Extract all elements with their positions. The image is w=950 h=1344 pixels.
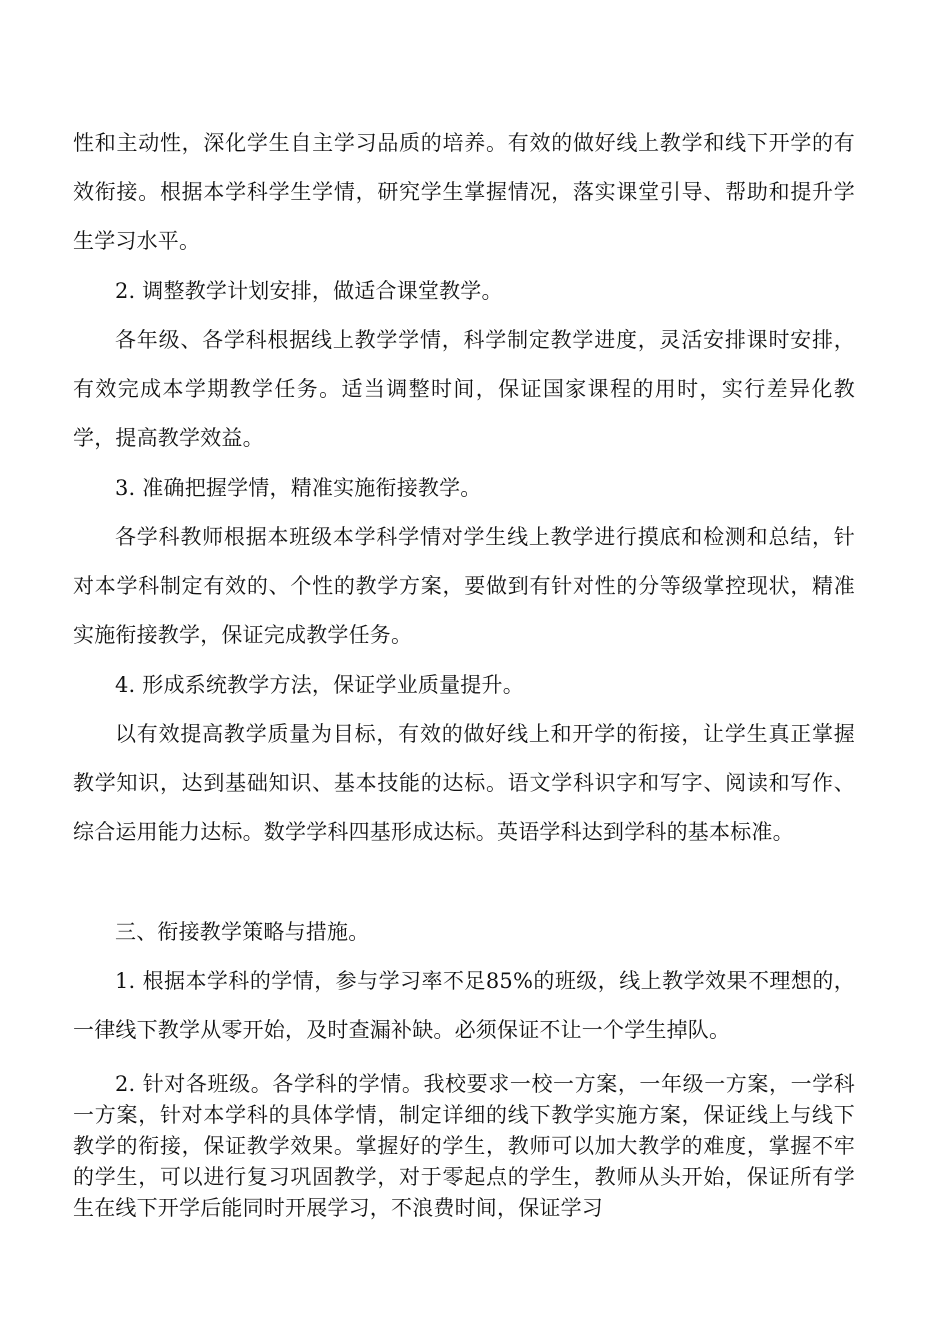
heading-item-3: 3. 准确把握学情，精准实施衔接教学。 xyxy=(115,476,482,500)
paragraph-item-2: 各年级、各学科根据线上教学学情，科学制定教学进度，灵活安排课时安排，有效完成本学期教学任务。适当调整时间，保证国家课程的用时，实行差异化教学，提高教学效益。 xyxy=(73,328,855,450)
section-heading-3: 三、衔接教学策略与措施。 xyxy=(115,920,370,944)
paragraph-continuation: 性和主动性，深化学生自主学习品质的培养。有效的做好线上教学和线下开学的有效衔接。根据本学科学生学情，研究学生掌握情况，落实课堂引导、帮助和提升学生学习水平。 xyxy=(73,131,855,253)
paragraph-item-4: 以有效提高教学质量为目标，有效的做好线上和开学的衔接，让学生真正掌握教学知识，达到基础知识、基本技能的达标。语文学科识字和写字、阅读和写作、综合运用能力达标。数学学科四基形成达标。英语学科达到学科的基本标准。 xyxy=(73,722,855,844)
paragraph-strategy-1: 1. 根据本学科的学情，参与学习率不足85%的班级，线上教学效果不理想的，一律线下教学从零开始，及时查漏补缺。必须保证不让一个学生掉队。 xyxy=(73,969,855,1042)
paragraph-strategy-2: 2. 针对各班级。各学科的学情。我校要求一校一方案，一年级一方案，一学科一方案，针对本学科的具体学情，制定详细的线下教学实施方案，保证线上与线下教学的衔接，保证教学效果。掌握好的学生，教师可以加大教学的难度，掌握不牢的学生，可以进行复习巩固教学，对于零起点的学生，教师从头开始，保证所有学生在线下开学后能同时开展学习，不浪费时间，保证学习 xyxy=(73,1072,855,1220)
heading-item-4: 4. 形成系统教学方法，保证学业质量提升。 xyxy=(115,673,524,697)
heading-item-2: 2. 调整教学计划安排，做适合课堂教学。 xyxy=(115,279,503,303)
paragraph-item-3: 各学科教师根据本班级本学科学情对学生线上教学进行摸底和检测和总结，针对本学科制定有效的、个性的教学方案，要做到有针对性的分等级掌控现状，精准实施衔接教学，保证完成教学任务。 xyxy=(73,525,855,647)
